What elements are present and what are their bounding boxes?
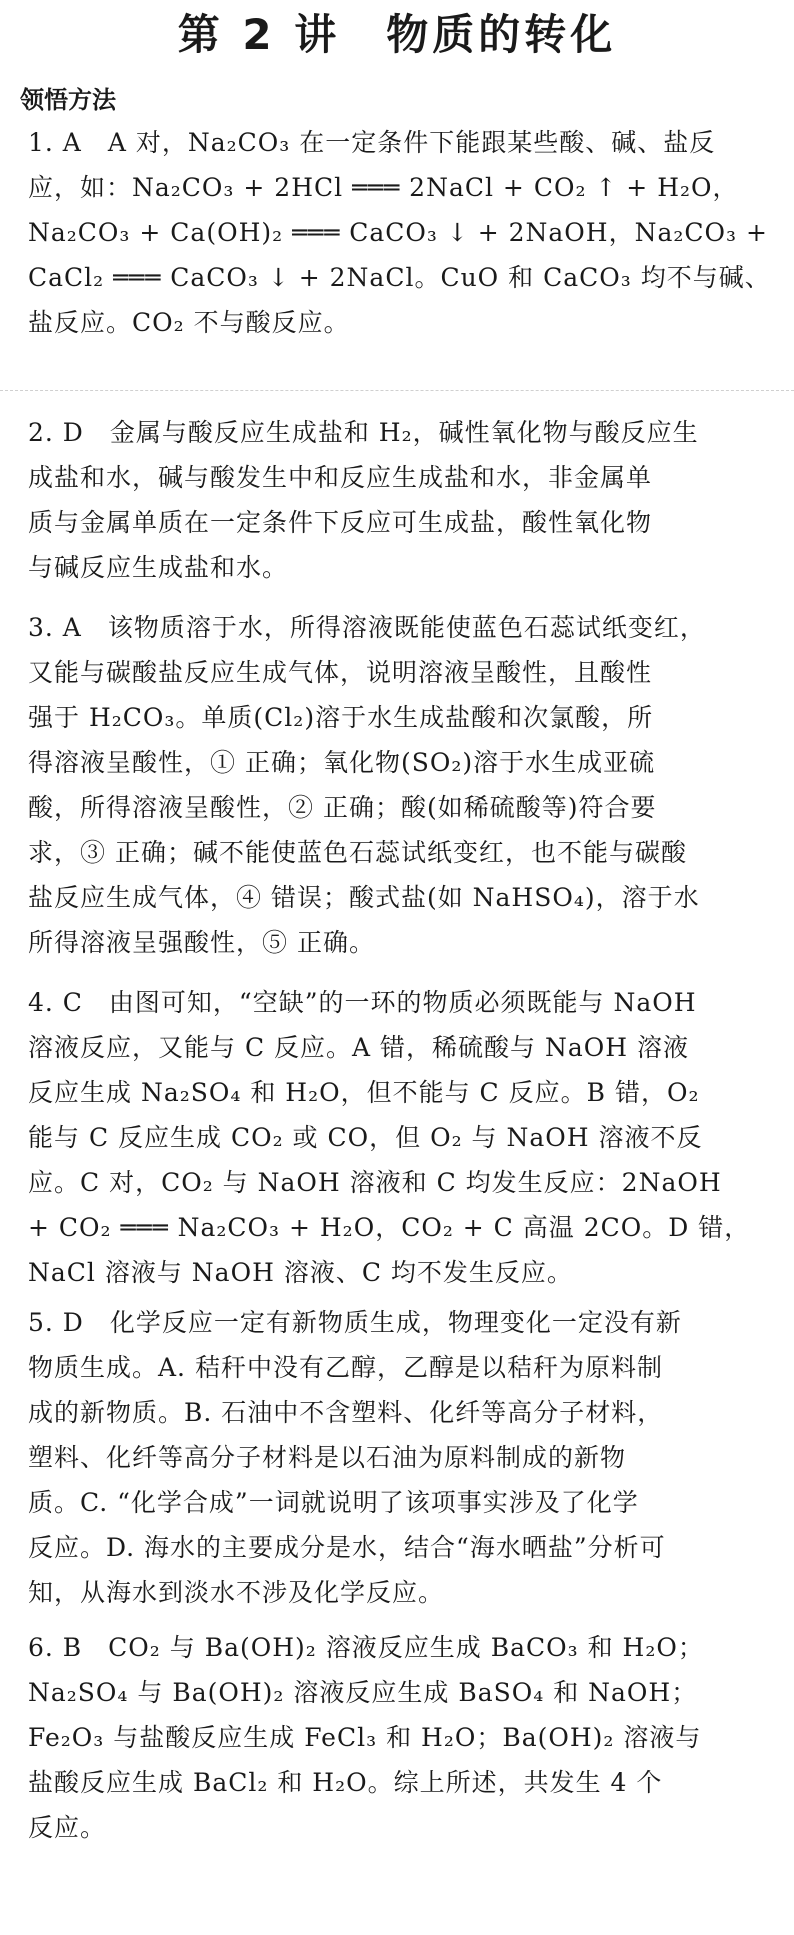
answer-line: Fe₂O₃ 与盐酸反应生成 FeCl₃ 和 H₂O；Ba(OH)₂ 溶液与 [28,1723,702,1752]
answer-line: 所得溶液呈强酸性，⑤ 正确。 [28,928,375,957]
answer-line: 物质生成。A. 秸秆中没有乙醇，乙醇是以秸秆为原料制 [28,1353,663,1382]
answer-line: 溶液反应，又能与 C 反应。A 错，稀硫酸与 NaOH 溶液 [28,1033,689,1062]
answer-line: 与碱反应生成盐和水。 [28,553,289,582]
answer-line: NaCl 溶液与 NaOH 溶液、C 均不发生反应。 [28,1258,573,1287]
answer-line: 2. D 金属与酸反应生成盐和 H₂，碱性氧化物与酸反应生 [28,418,699,447]
answer-line: CaCl₂ ═══ CaCO₃ ↓ + 2NaCl。CuO 和 CaCO₃ 均不与碱、 [28,263,771,292]
answer-line: 反应。 [28,1813,107,1842]
answer-line: 反应生成 Na₂SO₄ 和 H₂O，但不能与 C 反应。B 错，O₂ [28,1078,700,1107]
answer-line: Na₂SO₄ 与 Ba(OH)₂ 溶液反应生成 BaSO₄ 和 NaOH； [28,1678,698,1707]
answer-line: 5. D 化学反应一定有新物质生成，物理变化一定没有新 [28,1308,682,1337]
answer-line: 4. C 由图可知，“空缺”的一环的物质必须既能与 NaOH [28,988,697,1017]
answer-line: 成盐和水，碱与酸发生中和反应生成盐和水，非金属单 [28,463,653,492]
answer-line: + CO₂ ═══ Na₂CO₃ + H₂O，CO₂ + C 高温 2CO。D 错， [28,1213,751,1242]
answer-item-5 [28,1300,772,1615]
answer-line: 反应。D. 海水的主要成分是水，结合“海水晒盐”分析可 [28,1533,666,1562]
answer-line: 得溶液呈酸性，① 正确；氧化物(SO₂)溶于水生成亚硫 [28,748,656,777]
section-heading: 领悟方法 [20,86,116,114]
answer-item-2 [28,410,772,590]
answer-item-3 [28,605,772,965]
page-title: 第 2 讲 物质的转化 [177,10,617,59]
answer-line: 应。C 对，CO₂ 与 NaOH 溶液和 C 均发生反应：2NaOH [28,1168,722,1197]
answer-item-4 [28,980,772,1295]
answer-line: 质与金属单质在一定条件下反应可生成盐，酸性氧化物 [28,508,653,537]
answer-item-6 [28,1625,772,1850]
answer-item-1 [28,120,772,345]
answer-line: 盐反应生成气体，④ 错误；酸式盐(如 NaHSO₄)，溶于水 [28,883,700,912]
answer-line: 又能与碳酸盐反应生成气体，说明溶液呈酸性，且酸性 [28,658,653,687]
answer-line: Na₂CO₃ + Ca(OH)₂ ═══ CaCO₃ ↓ + 2NaOH，Na₂CO₃ + [28,218,768,247]
divider [0,390,794,391]
answer-line: 塑料、化纤等高分子材料是以石油为原料制成的新物 [28,1443,627,1472]
answer-line: 酸，所得溶液呈酸性，② 正确；酸(如稀硫酸等)符合要 [28,793,657,822]
answer-line: 3. A 该物质溶于水，所得溶液既能使蓝色石蕊试纸变红， [28,613,706,642]
answer-line: 盐反应。CO₂ 不与酸反应。 [28,308,350,337]
answer-line: 强于 H₂CO₃。单质(Cl₂)溶于水生成盐酸和次氯酸，所 [28,703,654,732]
answer-line: 应，如：Na₂CO₃ + 2HCl ═══ 2NaCl + CO₂ ↑ + H₂O， [28,173,739,202]
answer-line: 知，从海水到淡水不涉及化学反应。 [28,1578,445,1607]
answer-line: 成的新物质。B. 石油中不含塑料、化纤等高分子材料， [28,1398,664,1427]
answer-line: 盐酸反应生成 BaCl₂ 和 H₂O。综上所述，共发生 4 个 [28,1768,663,1797]
answer-line: 能与 C 反应生成 CO₂ 或 CO，但 O₂ 与 NaOH 溶液不反 [28,1123,703,1152]
answer-line: 求，③ 正确；碱不能使蓝色石蕊试纸变红，也不能与碳酸 [28,838,687,867]
answer-line: 6. B CO₂ 与 Ba(OH)₂ 溶液反应生成 BaCO₃ 和 H₂O； [28,1633,704,1662]
answer-line: 1. A A 对，Na₂CO₃ 在一定条件下能跟某些酸、碱、盐反 [28,128,716,157]
answer-line: 质。C. “化学合成”一词就说明了该项事实涉及了化学 [28,1488,639,1517]
